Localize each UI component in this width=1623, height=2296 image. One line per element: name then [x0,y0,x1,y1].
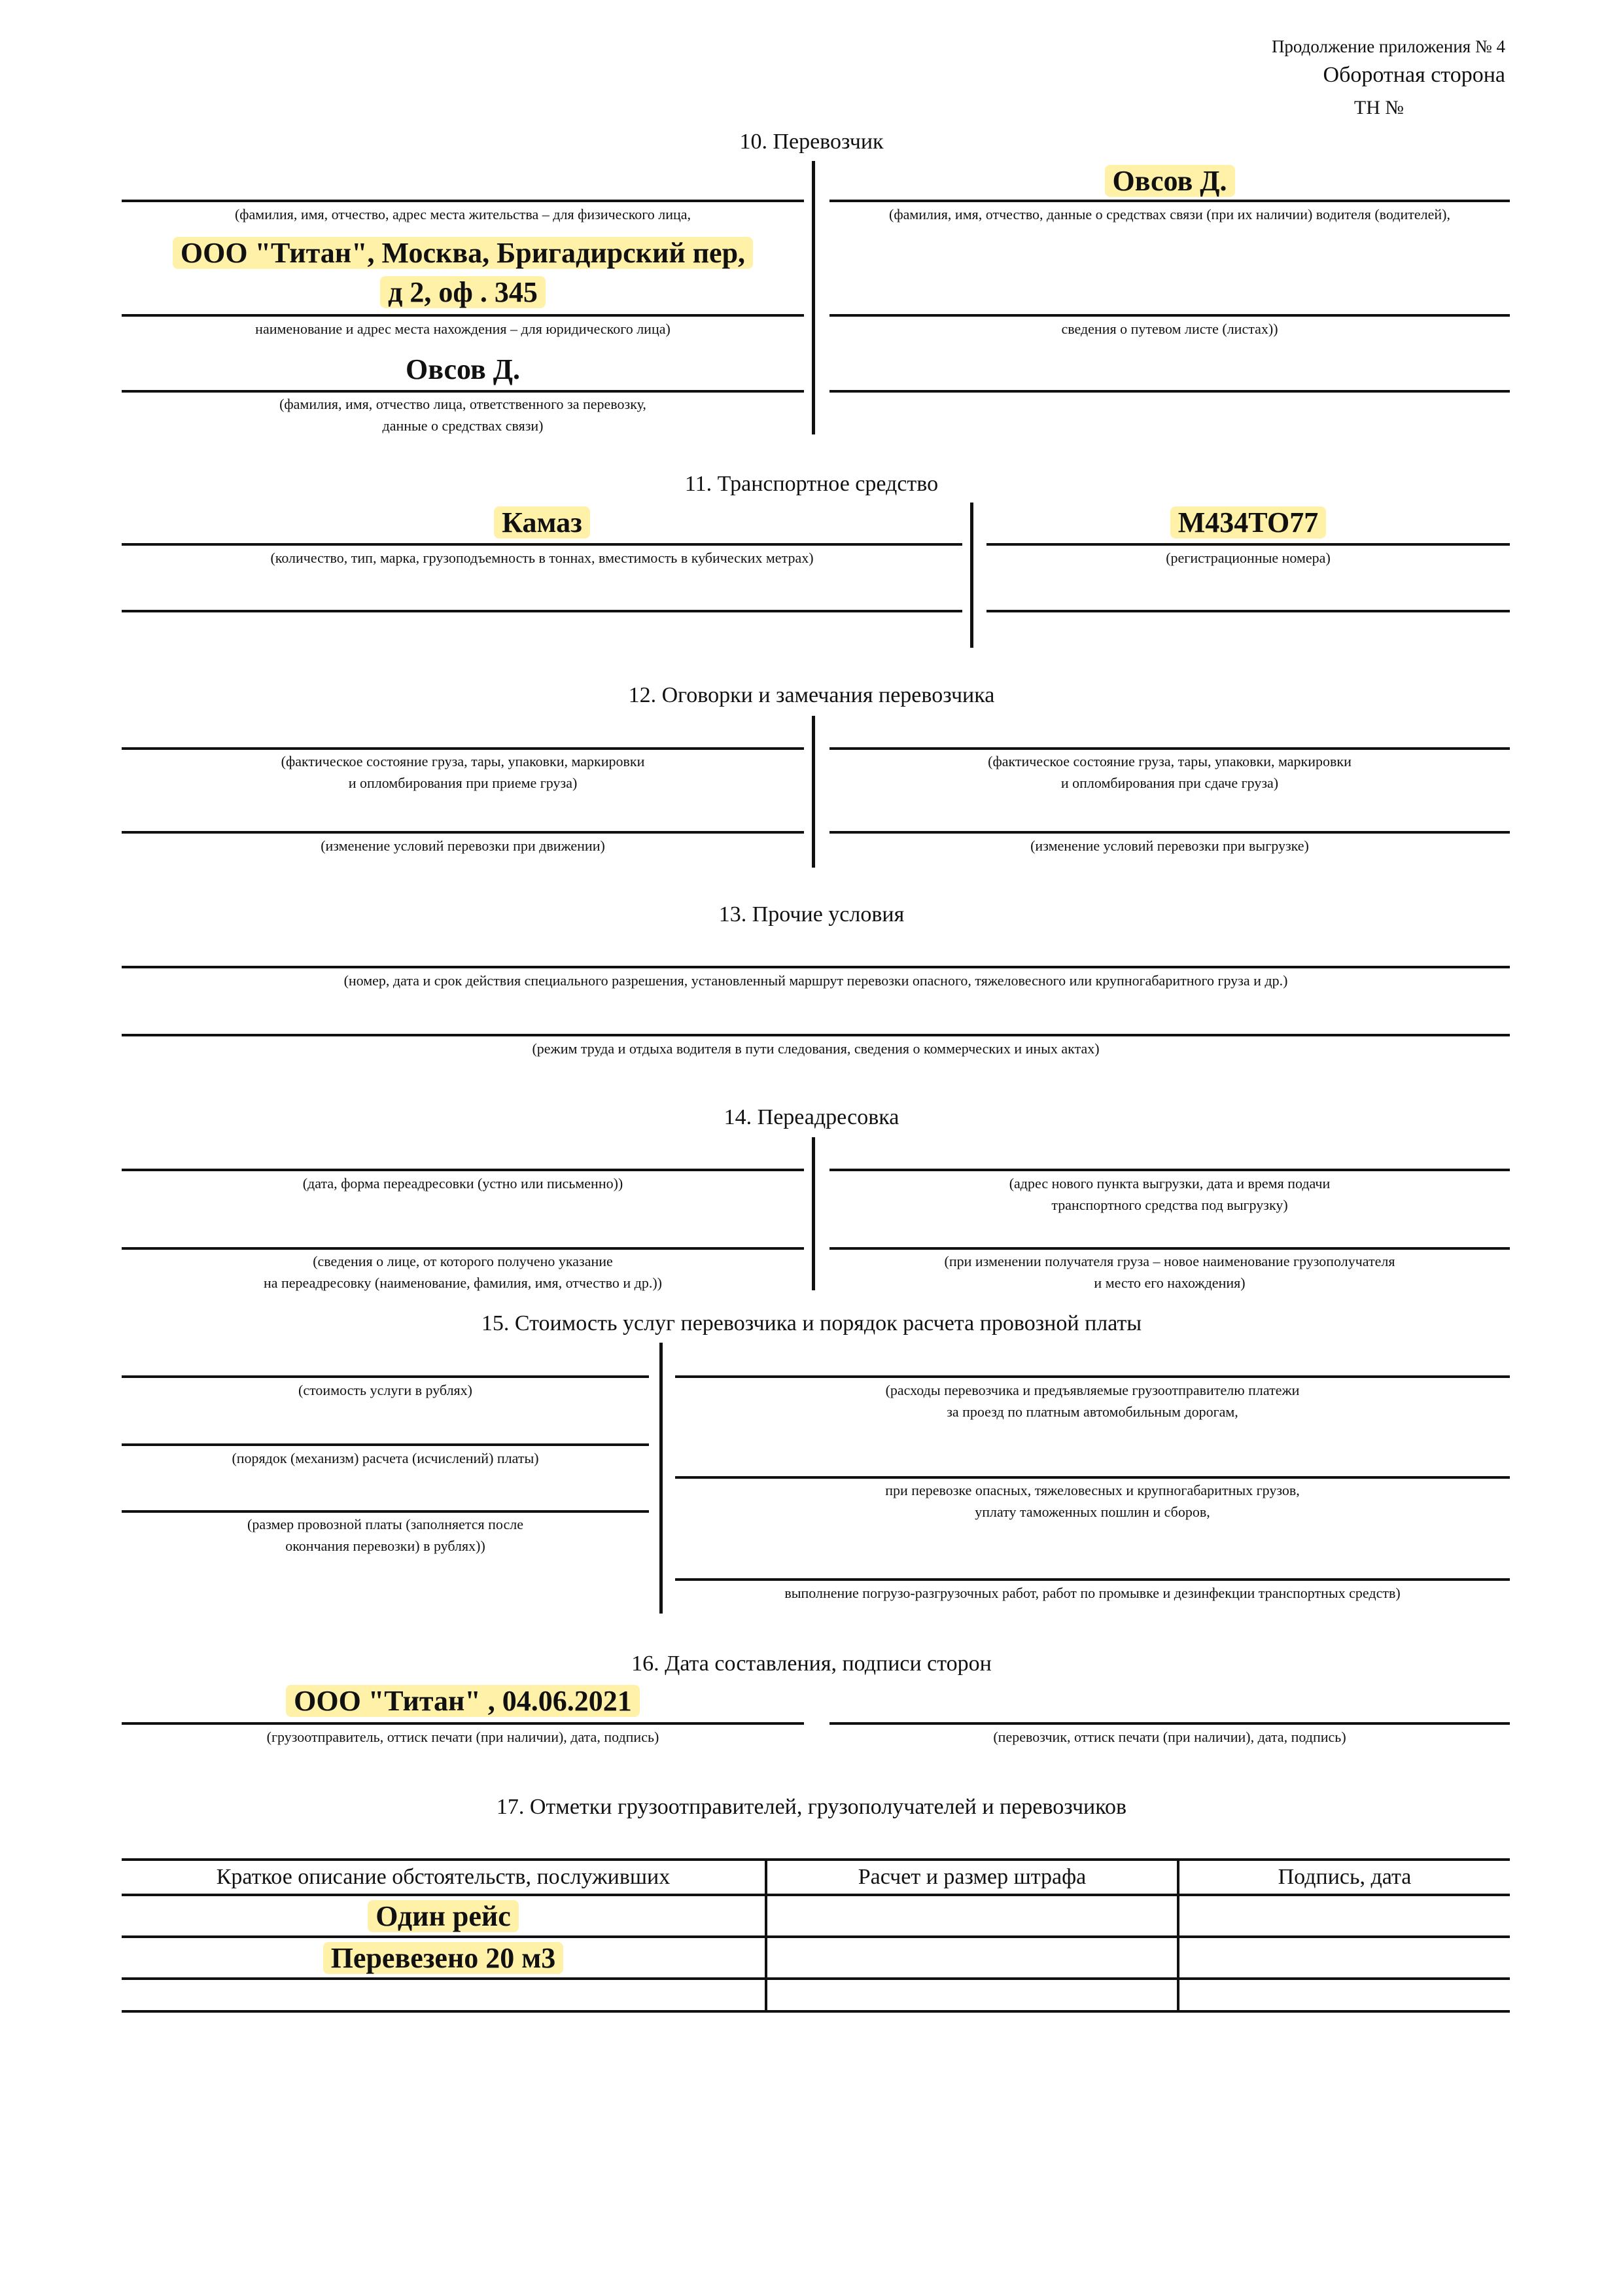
section-12-divider [812,716,815,868]
s10-left-line-3 [122,390,804,393]
s10-left-line-1 [122,200,804,202]
s15-right-caption-1-line-2: за проезд по платным автомобильным дорогам, [947,1404,1238,1420]
marks-table [122,1858,1510,2013]
s12-left-caption-1-line-2: и опломбирования при приеме груза) [348,775,578,791]
s15-right-line-1 [675,1375,1510,1378]
s10-left-caption-3-line-2: данные о средствах связи) [382,417,544,434]
s14-left-caption-2-line-1: (сведения о лице, от которого получено указание [313,1253,613,1269]
s15-left-caption-3-line-2: окончания перевозки) в рублях)) [285,1538,485,1554]
table-cell-fine [766,1895,1178,1937]
col-header-signature: Подпись, дата [1178,1860,1510,1895]
s11-left-caption: (количество, тип, марка, грузоподъемность в тоннах, вместимость в кубических метрах) [270,550,814,566]
s10-left-line-2 [122,314,804,317]
table-cell-signature [1178,1937,1510,1979]
s16-right-caption: (перевозчик, оттиск печати (при наличии), дата, подпись) [993,1729,1346,1745]
s11-reg-number [986,504,1510,542]
s14-right-caption-1-line-1: (адрес нового пункта выгрузки, дата и время подачи [1009,1175,1331,1192]
table-cell-signature [1178,1979,1510,2011]
s16-shipper-sign [122,1682,804,1720]
s15-right-line-3 [675,1578,1510,1581]
s15-left-caption-1: (стоимость услуги в рублях) [298,1382,472,1398]
s11-right-caption: (регистрационные номера) [1166,550,1331,566]
s10-left-caption-2: наименование и адрес места нахождения – для юридического лица) [255,321,671,337]
s10-company-address [122,274,804,311]
s12-right-caption-1-line-2: и опломбирования при сдаче груза) [1060,775,1279,791]
section-17-title: 17. Отметки грузоотправителей, грузополучателей и перевозчиков [496,1795,1127,1819]
section-15-title: 15. Стоимость услуг перевозчика и порядок расчета провозной платы [481,1311,1142,1335]
s10-responsible-name: Овсов Д. [406,353,520,385]
s10-company-line-2: д 2, оф . 345 [380,276,546,308]
section-15-divider [659,1343,663,1614]
s16-right-line [829,1722,1510,1725]
s12-right-line-2 [829,831,1510,834]
section-13-title: 13. Прочие условия [718,902,905,927]
table-cell-description [122,1937,766,1979]
s11-left-line-2 [122,610,962,612]
row-2-description-text: Перевезено 20 м3 [323,1942,564,1974]
col-header-description: Краткое описание обстоятельств, послуживших [122,1860,766,1895]
table-row [122,1895,1510,1937]
s11-reg-number-text: М434ТО77 [1170,506,1327,539]
s11-right-line-1 [986,543,1510,546]
s14-left-caption-2-line-2: на переадресовку (наименование, фамилия, имя, отчество и др.)) [263,1275,663,1291]
col-header-fine: Расчет и размер штрафа [766,1860,1178,1895]
section-10-title: 10. Перевозчик [739,130,884,154]
table-cell-signature [1178,1895,1510,1937]
s16-shipper-sign-text: ООО "Титан" , 04.06.2021 [286,1685,640,1717]
s12-right-line-1 [829,747,1510,750]
tn-number-label: ТН № [1353,97,1404,118]
s10-company-line-1: ООО "Титан", Москва, Бригадирский пер, [173,237,753,269]
s10-right-line-3 [829,390,1510,393]
table-cell-fine [766,1937,1178,1979]
s12-left-line-2 [122,831,804,834]
section-11-divider [970,503,973,648]
s15-right-caption-3: выполнение погрузо-разгрузочных работ, работ по промывке и дезинфекции транспортных средств) [784,1585,1401,1601]
s15-left-line-1 [122,1375,649,1378]
s14-right-caption-1 [829,1173,1510,1216]
row-1-description-text: Один рейс [368,1900,519,1932]
s14-left-line-2 [122,1247,804,1250]
marks-table-header [122,1860,1510,1895]
s14-right-line-1 [829,1169,1510,1171]
section-16-title: 16. Дата составления, подписи сторон [631,1651,992,1676]
s14-right-caption-2-line-1: (при изменении получателя груза – новое наименование грузополучателя [944,1253,1395,1269]
s10-driver-name [829,162,1510,200]
s12-right-caption-2: (изменение условий перевозки при выгрузке) [1030,838,1309,854]
s10-left-caption-3 [122,393,804,436]
s12-left-caption-1 [122,751,804,794]
s12-right-caption-1-line-1: (фактическое состояние груза, тары, упаковки, маркировки [988,753,1352,769]
s10-left-caption-3-line-1: (фамилия, имя, отчество лица, ответственного за перевозку, [279,396,646,412]
s11-left-line-1 [122,543,962,546]
s10-right-caption-1: (фамилия, имя, отчество, данные о средствах связи (при их наличии) водителя (водителей), [889,206,1450,222]
s10-right-line-1 [829,200,1510,202]
s10-driver-name-text: Овсов Д. [1105,165,1235,197]
side-label: Оборотная сторона [1323,63,1505,87]
table-row [122,1937,1510,1979]
s15-right-caption-2 [675,1479,1510,1523]
s16-left-line [122,1722,804,1725]
s15-right-caption-1-line-1: (расходы перевозчика и предъявляемые грузоотправителю платежи [885,1382,1300,1398]
s14-left-caption-2 [122,1250,804,1294]
s15-left-caption-2: (порядок (механизм) расчета (исчислений) платы) [232,1450,539,1466]
s13-caption-1: (номер, дата и срок действия специального разрешения, установленный маршрут перевозки опасного, тяжеловесного или крупногабаритного груза и др.) [343,972,1288,989]
s14-left-line-1 [122,1169,804,1171]
s14-right-caption-2 [829,1250,1510,1294]
s15-right-caption-1 [675,1379,1510,1422]
s15-left-line-3 [122,1510,649,1513]
s14-right-caption-1-line-2: транспортного средства под выгрузку) [1051,1197,1288,1213]
table-row [122,1979,1510,2011]
s12-left-caption-1-line-1: (фактическое состояние груза, тары, упаковки, маркировки [281,753,645,769]
s15-left-line-2 [122,1443,649,1446]
table-cell-fine [766,1979,1178,2011]
table-cell-description [122,1895,766,1937]
s15-right-line-2 [675,1476,1510,1479]
s10-left-caption-1: (фамилия, имя, отчество, адрес места жительства – для физического лица, [234,206,691,222]
s15-left-caption-3-line-1: (размер провозной платы (заполняется после [247,1516,523,1532]
section-12-title: 12. Оговорки и замечания перевозчика [628,683,995,707]
section-14-divider [812,1137,815,1290]
section-14-title: 14. Переадресовка [724,1105,899,1129]
appendix-note: Продолжение приложения № 4 [1271,37,1505,56]
s14-right-line-2 [829,1247,1510,1250]
s13-caption-2: (режим труда и отдыха водителя в пути следования, сведения о коммерческих и иных актах) [532,1040,1100,1057]
s11-vehicle-text: Камаз [494,506,590,539]
section-11-title: 11. Транспортное средство [684,472,939,496]
section-10-divider [812,161,815,434]
table-cell-description [122,1979,766,2011]
s14-right-caption-2-line-2: и место его нахождения) [1094,1275,1246,1291]
s13-line-1 [122,966,1510,968]
s10-right-line-2 [829,314,1510,317]
s12-left-caption-2: (изменение условий перевозки при движении) [321,838,605,854]
s14-left-caption-1: (дата, форма переадресовки (устно или письменно)) [302,1175,623,1192]
s16-left-caption: (грузоотправитель, оттиск печати (при наличии), дата, подпись) [266,1729,659,1745]
s12-left-line-1 [122,747,804,750]
s10-right-caption-2: сведения о путевом листе (листах)) [1061,321,1278,337]
s15-left-caption-3 [122,1513,649,1557]
s12-right-caption-1 [829,751,1510,794]
s11-vehicle [122,504,962,542]
s15-right-caption-2-line-1: при перевозке опасных, тяжеловесных и крупногабаритных грузов, [885,1482,1300,1498]
s10-company-name [122,234,804,272]
s13-line-2 [122,1034,1510,1036]
s11-right-line-2 [986,610,1510,612]
s15-right-caption-2-line-2: уплату таможенных пошлин и сборов, [975,1504,1210,1520]
